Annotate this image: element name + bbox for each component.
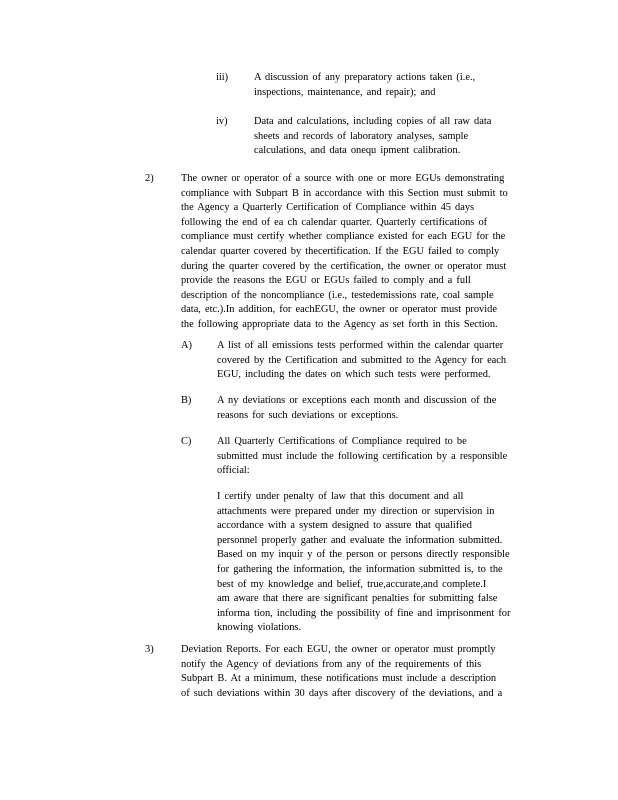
text-line: the following appropriate data to the Agency as set forth in this Section. [181, 318, 498, 330]
text-line: compliance must certify whether compliance existed for each EGU for the [181, 231, 506, 243]
text-line: official: [217, 465, 250, 477]
item-2-label: 2) [145, 173, 154, 184]
text-line: All Quarterly Certifications of Compliance required to be [217, 436, 467, 447]
text-line: informa tion, including the possibility of fine and imprisonment for [217, 607, 511, 619]
text-line: calculations, and data onequ ipment calibration. [254, 145, 461, 157]
text-line: of such deviations within 30 days after discovery of the deviations, and a [181, 687, 503, 699]
text-line: A ny deviations or exceptions each month and discussion of the [217, 395, 497, 406]
text-line: A discussion of any preparatory actions taken (i.e., [254, 72, 476, 83]
text-line: during the quarter covered by the certification, the owner or operator must [181, 260, 507, 272]
text-line: for gathering the information, the information submitted is, to the [217, 563, 503, 575]
text-line: reasons for such deviations or exceptions. [217, 409, 399, 421]
text-line: The owner or operator of a source with one or more EGUs demonstrating [181, 173, 505, 184]
sub-item-iv-label: iv) [216, 116, 228, 127]
item-b-label: B) [181, 395, 192, 406]
text-line: notify the Agency of deviations from any of the requirements of this [181, 658, 482, 670]
certification-statement [217, 490, 547, 636]
text-line: submitted must include the following certification by a responsible [217, 450, 508, 462]
item-c-text [217, 435, 547, 479]
sub-item-iii-label: iii) [216, 72, 229, 83]
item-a-text [217, 339, 547, 383]
text-line: inspections, maintenance, and repair); and [254, 86, 436, 98]
text-line: Data and calculations, including copies of all raw data [254, 116, 492, 127]
text-line: Based on my inquir y of the person or persons directly responsible [217, 549, 510, 561]
text-line: sheets and records of laboratory analyses, sample [254, 130, 469, 142]
text-line: following the end of ea ch calendar quarter. Quarterly certifications of [181, 216, 488, 228]
text-line: provide the reasons the EGU or EGUs failed to comply and a full [181, 275, 471, 287]
text-line: best of my knowledge and belief, true,accurate,and complete.I [217, 578, 487, 590]
text-line: data, etc.).In addition, for eachEGU, the owner or operator must provide [181, 304, 497, 316]
text-line: personnel properly gather and evaluate the information submitted. [217, 534, 503, 546]
sub-item-iv-text [254, 115, 554, 159]
item-a-label: A) [181, 340, 192, 351]
text-line: knowing violations. [217, 622, 302, 634]
text-line: attachments were prepared under my direction or supervision in [217, 505, 495, 517]
text-line: EGU, including the dates on which such tests were performed. [217, 369, 491, 381]
text-line: accordance with a system designed to assure that qualified [217, 520, 472, 532]
text-line: I certify under penalty of law that this document and all [217, 491, 464, 502]
text-line: description of the noncompliance (i.e., testedemissions rate, coal sample [181, 289, 494, 301]
item-b-text [217, 394, 547, 423]
text-line: calendar quarter covered by thecertification. If the EGU failed to comply [181, 245, 500, 257]
text-line: Deviation Reports. For each EGU, the owner or operator must promptly [181, 644, 496, 655]
text-line: covered by the Certification and submitted to the Agency for each [217, 354, 507, 366]
item-3-label: 3) [145, 644, 154, 655]
text-line: compliance with Subpart B in accordance with this Section must submit to [181, 187, 508, 199]
item-2-text [181, 172, 551, 333]
item-c-label: C) [181, 436, 192, 447]
item-3-text [181, 643, 551, 701]
text-line: Subpart B. At a minimum, these notifications must include a description [181, 673, 497, 685]
text-line: A list of all emissions tests performed within the calendar quarter [217, 340, 504, 351]
text-line: the Agency a Quarterly Certification of Compliance within 45 days [181, 202, 475, 214]
sub-item-iii-text [254, 71, 554, 100]
text-line: am aware that there are significant penalties for submitting false [217, 593, 498, 605]
